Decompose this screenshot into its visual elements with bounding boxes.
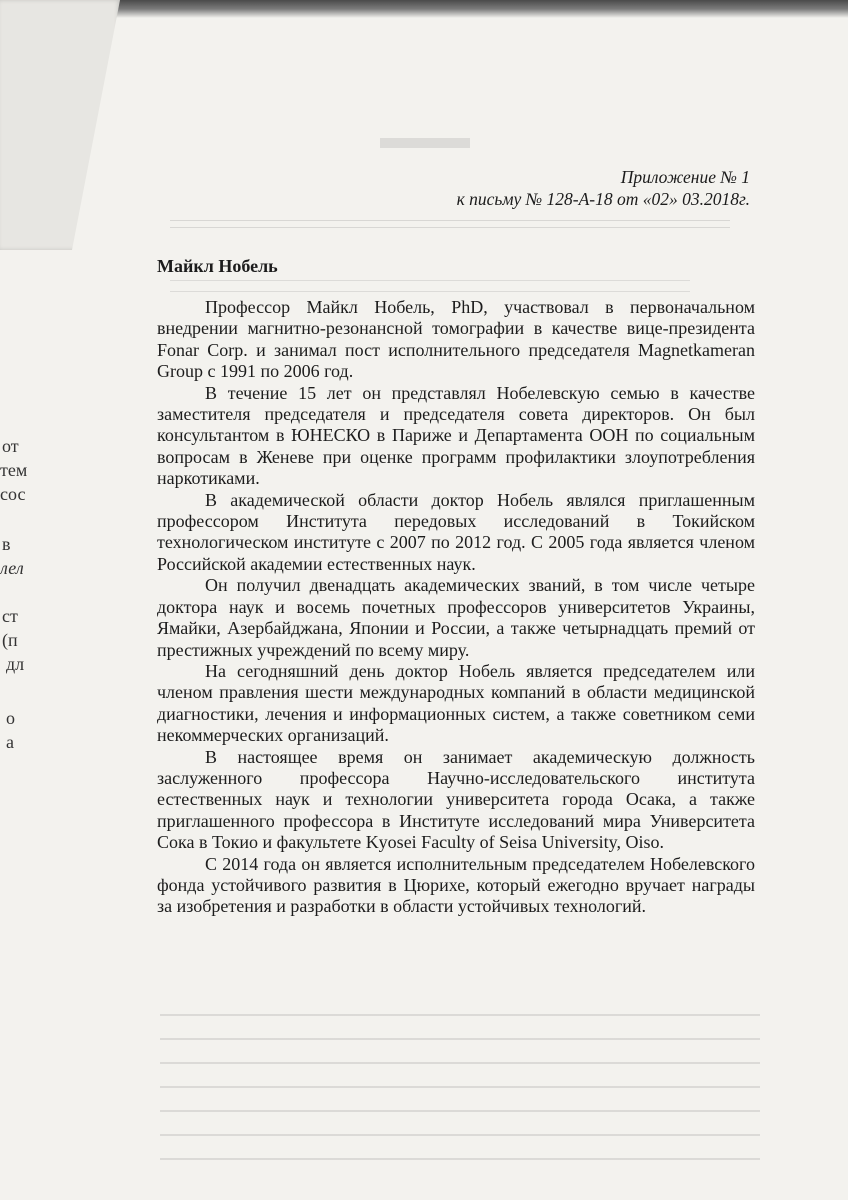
document-heading: Майкл Нобель xyxy=(157,256,278,276)
margin-fragment: тем xyxy=(0,460,28,480)
margin-fragment: ст xyxy=(2,606,18,626)
annex-number: Приложение № 1 xyxy=(620,167,750,187)
margin-fragment: лел xyxy=(0,558,24,578)
margin-fragment: (п xyxy=(2,630,18,650)
show-through-mark xyxy=(170,280,690,292)
annex-letter-ref: к письму № 128-А-18 от «02» 03.2018г. xyxy=(456,189,750,209)
paragraph: Он получил двенадцать академических званий, в том числе четыре доктора наук и восемь почетных профессоров университетов Украины, Ямайки, Азербайджана, Японии и России, а также четырнадцать премий от престижных учреждений по всему миру. xyxy=(157,575,755,660)
margin-fragment: сос xyxy=(0,484,26,504)
margin-fragment: дл xyxy=(6,654,25,674)
paragraph: На сегодняшний день доктор Нобель является председателем или членом правления шести международных компаний в области медицинской диагностики, лечения и информационных систем, а также советником семи некоммерческих организаций. xyxy=(157,660,755,746)
show-through-mark xyxy=(170,220,730,228)
biography-text xyxy=(157,297,755,918)
paragraph: В течение 15 лет он представлял Нобелевскую семью в качестве заместителя председателя и председателя совета директоров. Он был консультантом в ЮНЕСКО в Париже и Департамента ООН по социальным вопросам в Женеве при оценке программ профилактики злоупотребления наркотиками. xyxy=(157,382,755,489)
scan-top-edge xyxy=(0,0,848,18)
show-through-mark xyxy=(160,1000,760,1160)
margin-fragment: от xyxy=(2,436,19,456)
paragraph: Профессор Майкл Нобель, PhD, участвовал в первоначальном внедрении магнитно-резонансной томографии в качестве вице-президента Fonar Corp. и занимал пост исполнительного председателя Magnetkameran Group с 1991 по 2006 год. xyxy=(157,297,755,382)
paragraph: С 2014 года он является исполнительным председателем Нобелевского фонда устойчивого развития в Цюрихе, который ежегодно вручает награды за изобретения и разработки в области устойчивых технологий. xyxy=(157,853,755,917)
paragraph: В настоящее время он занимает академическую должность заслуженного профессора Научно-исследовательского института естественных наук и технологии университета города Осака, а также приглашенного профессора в Институте исследований мира Университета Сока в Токио и факультете Kyosei Faculty of Seisa University, Oiso. xyxy=(157,746,755,853)
margin-fragment: а xyxy=(6,732,14,752)
margin-fragment: в xyxy=(2,534,11,554)
paragraph: В академической области доктор Нобель являлся приглашенным профессором Института передовых исследований в Токийском технологическом институте с 2007 по 2012 год. С 2005 года является членом Российской академии естественных наук. xyxy=(157,489,755,574)
annex-reference xyxy=(457,166,750,210)
folded-corner xyxy=(0,0,120,250)
margin-fragment: о xyxy=(6,708,15,728)
show-through-mark xyxy=(380,138,470,148)
